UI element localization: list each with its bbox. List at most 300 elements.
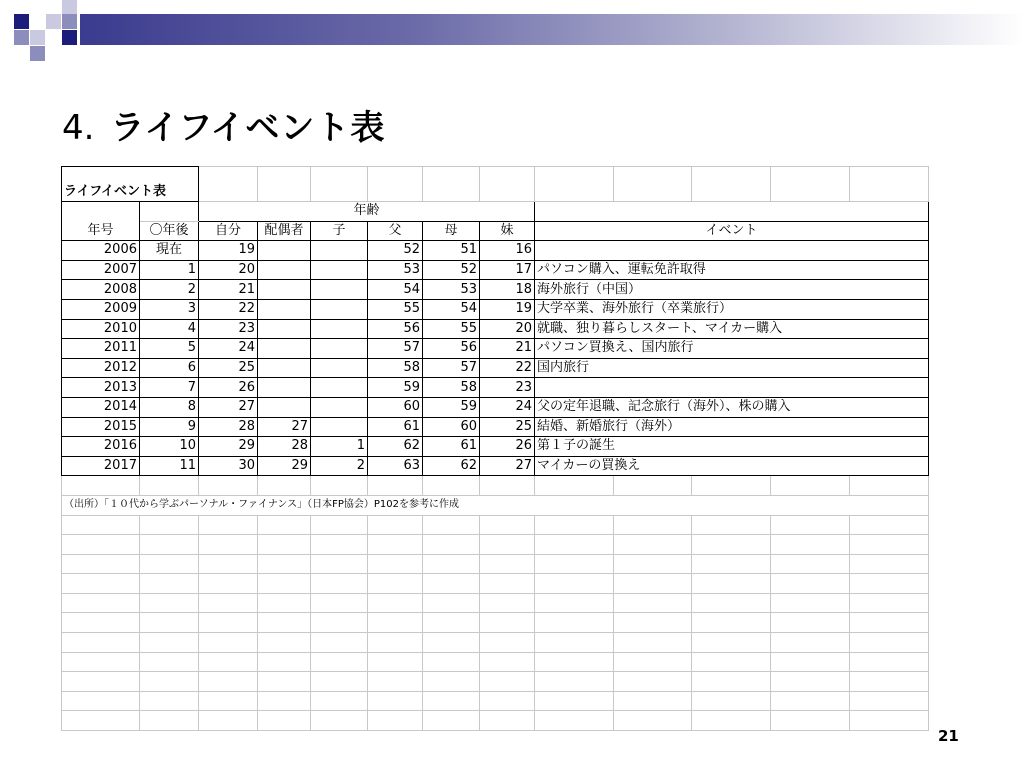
cell-self: 28	[199, 417, 258, 437]
blank-cell	[311, 167, 368, 202]
table-row	[62, 378, 929, 398]
blank-cell	[850, 711, 929, 731]
blank-cell	[614, 613, 692, 633]
blank-cell	[140, 652, 199, 672]
cell-child	[311, 299, 368, 319]
header-event: イベント	[535, 221, 929, 241]
cell-year: 2007	[62, 260, 140, 280]
decor-square	[30, 14, 45, 29]
blank-cell	[62, 476, 140, 496]
header-gradient-band	[80, 14, 1024, 45]
blank-cell	[311, 515, 368, 535]
blank-cell	[258, 633, 311, 653]
blank-cell	[62, 633, 140, 653]
blank-cell	[140, 711, 199, 731]
blank-cell	[692, 554, 771, 574]
blank-cell	[771, 711, 850, 731]
cell-mother: 62	[423, 456, 480, 476]
blank-cell	[771, 574, 850, 594]
blank-cell	[199, 691, 258, 711]
cell-mother: 55	[423, 319, 480, 339]
blank-cell	[692, 672, 771, 692]
cell-years-after: 6	[140, 358, 199, 378]
cell-spouse	[258, 319, 311, 339]
cell-years-after: 1	[140, 260, 199, 280]
blank-cell	[258, 535, 311, 555]
decor-square	[46, 14, 61, 29]
cell-spouse	[258, 280, 311, 300]
blank-cell	[140, 672, 199, 692]
cell-event: パソコン買換え、国内旅行	[535, 339, 929, 359]
blank-cell	[62, 554, 140, 574]
cell-spouse	[258, 397, 311, 417]
cell-event: マイカーの買換え	[535, 456, 929, 476]
table-row	[62, 280, 929, 300]
blank-cell	[62, 613, 140, 633]
blank-cell	[692, 613, 771, 633]
blank-cell	[140, 535, 199, 555]
blank-cell	[140, 476, 199, 496]
blank-cell	[423, 652, 480, 672]
blank-cell	[140, 593, 199, 613]
cell-sister: 24	[480, 397, 535, 417]
decor-square	[14, 14, 29, 29]
blank-cell	[423, 574, 480, 594]
blank-cell	[62, 515, 140, 535]
blank-cell	[423, 672, 480, 692]
cell-years-after: 7	[140, 378, 199, 398]
blank-cell	[614, 691, 692, 711]
blank-row	[62, 476, 929, 496]
blank-cell	[535, 554, 614, 574]
blank-cell	[850, 691, 929, 711]
table-title-row	[62, 167, 929, 202]
life-event-table	[61, 166, 929, 731]
cell-years-after: 4	[140, 319, 199, 339]
blank-row	[62, 554, 929, 574]
blank-cell	[62, 652, 140, 672]
blank-cell	[199, 633, 258, 653]
blank-cell	[199, 554, 258, 574]
blank-cell	[480, 593, 535, 613]
cell-self: 27	[199, 397, 258, 417]
header-years-after: 〇年後	[140, 221, 199, 241]
blank-cell	[480, 672, 535, 692]
cell-child	[311, 280, 368, 300]
table-row	[62, 260, 929, 280]
blank-cell	[258, 652, 311, 672]
cell-self: 29	[199, 437, 258, 457]
table-row	[62, 358, 929, 378]
blank-row	[62, 593, 929, 613]
cell-self: 26	[199, 378, 258, 398]
blank-cell	[850, 593, 929, 613]
blank-cell	[62, 574, 140, 594]
cell-self: 30	[199, 456, 258, 476]
blank-cell	[771, 515, 850, 535]
header-spouse: 配偶者	[258, 221, 311, 241]
table-row	[62, 456, 929, 476]
table-row	[62, 437, 929, 457]
cell-mother: 59	[423, 397, 480, 417]
header-self: 自分	[199, 221, 258, 241]
blank-cell	[850, 554, 929, 574]
cell-father: 63	[368, 456, 423, 476]
blank-cell	[850, 672, 929, 692]
cell-spouse	[258, 299, 311, 319]
header-row	[62, 221, 929, 241]
blank-cell	[423, 476, 480, 496]
blank-cell	[850, 613, 929, 633]
blank-cell	[140, 691, 199, 711]
blank-cell	[771, 613, 850, 633]
blank-cell	[850, 476, 929, 496]
header-group-row	[62, 202, 929, 222]
blank-cell	[423, 515, 480, 535]
blank-cell	[140, 515, 199, 535]
cell-mother: 58	[423, 378, 480, 398]
blank-cell	[692, 593, 771, 613]
cell-years-after: 現在	[140, 241, 199, 261]
blank-cell	[535, 652, 614, 672]
blank-cell	[771, 672, 850, 692]
blank-cell	[199, 476, 258, 496]
blank-cell	[423, 554, 480, 574]
cell-self: 25	[199, 358, 258, 378]
blank-cell	[535, 476, 614, 496]
blank-cell	[614, 476, 692, 496]
decor-square	[14, 30, 29, 45]
cell-year: 2013	[62, 378, 140, 398]
blank-cell	[62, 691, 140, 711]
blank-cell	[199, 672, 258, 692]
blank-cell	[771, 593, 850, 613]
cell-mother: 60	[423, 417, 480, 437]
cell-father: 60	[368, 397, 423, 417]
cell-sister: 18	[480, 280, 535, 300]
cell-mother: 56	[423, 339, 480, 359]
header-mother: 母	[423, 221, 480, 241]
blank-cell	[140, 202, 199, 222]
cell-event: 第１子の誕生	[535, 437, 929, 457]
blank-cell	[423, 593, 480, 613]
blank-cell	[368, 593, 423, 613]
decor-square	[46, 30, 61, 45]
cell-spouse	[258, 339, 311, 359]
cell-father: 54	[368, 280, 423, 300]
cell-years-after: 3	[140, 299, 199, 319]
blank-cell	[480, 613, 535, 633]
blank-cell	[311, 613, 368, 633]
blank-cell	[480, 535, 535, 555]
cell-self: 23	[199, 319, 258, 339]
cell-father: 61	[368, 417, 423, 437]
blank-cell	[692, 691, 771, 711]
slide-title	[62, 108, 385, 148]
cell-mother: 52	[423, 260, 480, 280]
cell-event: 父の定年退職、記念旅行（海外）、株の購入	[535, 397, 929, 417]
blank-cell	[692, 711, 771, 731]
cell-self: 21	[199, 280, 258, 300]
blank-cell	[614, 633, 692, 653]
blank-cell	[480, 167, 535, 202]
cell-year: 2017	[62, 456, 140, 476]
blank-cell	[311, 672, 368, 692]
blank-cell	[199, 574, 258, 594]
cell-sister: 17	[480, 260, 535, 280]
blank-cell	[771, 535, 850, 555]
cell-event	[535, 378, 929, 398]
cell-sister: 21	[480, 339, 535, 359]
blank-cell	[535, 574, 614, 594]
cell-sister: 22	[480, 358, 535, 378]
cell-self: 22	[199, 299, 258, 319]
cell-child	[311, 397, 368, 417]
table-row	[62, 241, 929, 261]
cell-year: 2009	[62, 299, 140, 319]
blank-cell	[62, 535, 140, 555]
cell-child	[311, 378, 368, 398]
decor-square	[30, 30, 45, 45]
cell-year: 2014	[62, 397, 140, 417]
blank-cell	[368, 672, 423, 692]
sheet-title: ライフイベント表	[62, 167, 199, 202]
blank-cell	[614, 535, 692, 555]
cell-year: 2016	[62, 437, 140, 457]
cell-year: 2015	[62, 417, 140, 437]
cell-years-after: 5	[140, 339, 199, 359]
header-sister: 妹	[480, 221, 535, 241]
cell-mother: 54	[423, 299, 480, 319]
blank-cell	[480, 574, 535, 594]
cell-sister: 25	[480, 417, 535, 437]
blank-cell	[199, 167, 258, 202]
blank-cell	[850, 167, 929, 202]
blank-cell	[480, 476, 535, 496]
cell-child	[311, 417, 368, 437]
blank-cell	[614, 167, 692, 202]
cell-sister: 20	[480, 319, 535, 339]
blank-row	[62, 535, 929, 555]
table-row	[62, 417, 929, 437]
header-age-group: 年齢	[199, 202, 535, 222]
blank-cell	[199, 613, 258, 633]
blank-cell	[692, 167, 771, 202]
cell-child: 2	[311, 456, 368, 476]
cell-event	[535, 241, 929, 261]
blank-cell	[423, 613, 480, 633]
blank-cell	[771, 167, 850, 202]
blank-cell	[258, 167, 311, 202]
blank-cell	[368, 613, 423, 633]
blank-cell	[480, 711, 535, 731]
cell-sister: 19	[480, 299, 535, 319]
cell-sister: 26	[480, 437, 535, 457]
blank-row	[62, 652, 929, 672]
cell-spouse: 28	[258, 437, 311, 457]
blank-cell	[535, 711, 614, 731]
cell-spouse	[258, 378, 311, 398]
slide-title-text: ライフイベント表	[110, 108, 386, 148]
cell-event: パソコン購入、運転免許取得	[535, 260, 929, 280]
blank-cell	[423, 633, 480, 653]
cell-spouse	[258, 358, 311, 378]
blank-cell	[311, 593, 368, 613]
cell-years-after: 8	[140, 397, 199, 417]
blank-cell	[535, 593, 614, 613]
blank-cell	[199, 652, 258, 672]
blank-cell	[311, 691, 368, 711]
blank-cell	[535, 672, 614, 692]
blank-cell	[368, 574, 423, 594]
table-row	[62, 339, 929, 359]
blank-cell	[258, 574, 311, 594]
blank-row	[62, 711, 929, 731]
blank-cell	[368, 515, 423, 535]
blank-cell	[423, 535, 480, 555]
cell-father: 59	[368, 378, 423, 398]
blank-cell	[140, 633, 199, 653]
decor-square	[62, 0, 77, 14]
cell-spouse	[258, 260, 311, 280]
blank-cell	[258, 554, 311, 574]
blank-cell	[692, 652, 771, 672]
blank-cell	[850, 633, 929, 653]
decor-square	[62, 14, 77, 29]
blank-cell	[771, 476, 850, 496]
blank-cell	[62, 711, 140, 731]
blank-cell	[614, 574, 692, 594]
blank-row	[62, 515, 929, 535]
blank-cell	[199, 515, 258, 535]
decor-square	[30, 46, 45, 61]
source-row	[62, 495, 929, 515]
source-note: （出所）「１０代から学ぶパーソナル・ファイナンス」（日本FP協会）P102を参考に作成	[62, 495, 929, 515]
cell-sister: 16	[480, 241, 535, 261]
table-row	[62, 397, 929, 417]
cell-father: 56	[368, 319, 423, 339]
cell-mother: 57	[423, 358, 480, 378]
blank-cell	[311, 535, 368, 555]
blank-cell	[62, 593, 140, 613]
cell-father: 58	[368, 358, 423, 378]
blank-row	[62, 633, 929, 653]
blank-cell	[614, 554, 692, 574]
blank-cell	[771, 554, 850, 574]
header-child: 子	[311, 221, 368, 241]
header-father: 父	[368, 221, 423, 241]
blank-cell	[368, 652, 423, 672]
cell-event: 大学卒業、海外旅行（卒業旅行）	[535, 299, 929, 319]
cell-event: 結婚、新婚旅行（海外）	[535, 417, 929, 437]
blank-cell	[692, 535, 771, 555]
cell-father: 52	[368, 241, 423, 261]
cell-years-after: 10	[140, 437, 199, 457]
header-year: 年号	[62, 202, 140, 241]
cell-child: 1	[311, 437, 368, 457]
blank-cell	[258, 672, 311, 692]
blank-cell	[423, 691, 480, 711]
blank-cell	[614, 652, 692, 672]
blank-cell	[850, 535, 929, 555]
blank-cell	[258, 515, 311, 535]
cell-sister: 27	[480, 456, 535, 476]
blank-cell	[311, 574, 368, 594]
cell-child	[311, 319, 368, 339]
blank-cell	[368, 633, 423, 653]
cell-event: 国内旅行	[535, 358, 929, 378]
blank-cell	[692, 476, 771, 496]
blank-cell	[535, 167, 614, 202]
blank-cell	[368, 476, 423, 496]
blank-cell	[199, 535, 258, 555]
blank-row	[62, 691, 929, 711]
blank-cell	[311, 554, 368, 574]
blank-row	[62, 672, 929, 692]
blank-cell	[140, 554, 199, 574]
blank-cell	[614, 711, 692, 731]
blank-cell	[771, 652, 850, 672]
blank-row	[62, 574, 929, 594]
blank-cell	[368, 554, 423, 574]
cell-event: 海外旅行（中国）	[535, 280, 929, 300]
blank-cell	[692, 574, 771, 594]
cell-father: 62	[368, 437, 423, 457]
blank-cell	[614, 593, 692, 613]
cell-father: 57	[368, 339, 423, 359]
cell-year: 2010	[62, 319, 140, 339]
blank-cell	[368, 711, 423, 731]
blank-cell	[423, 711, 480, 731]
cell-years-after: 9	[140, 417, 199, 437]
blank-cell	[258, 593, 311, 613]
blank-cell	[850, 515, 929, 535]
blank-cell	[535, 691, 614, 711]
decor-square	[62, 30, 77, 45]
blank-cell	[480, 691, 535, 711]
cell-mother: 61	[423, 437, 480, 457]
cell-child	[311, 358, 368, 378]
cell-mother: 53	[423, 280, 480, 300]
cell-years-after: 2	[140, 280, 199, 300]
cell-father: 53	[368, 260, 423, 280]
blank-cell	[535, 633, 614, 653]
blank-cell	[614, 515, 692, 535]
blank-cell	[480, 515, 535, 535]
blank-cell	[140, 613, 199, 633]
blank-cell	[311, 711, 368, 731]
cell-sister: 23	[480, 378, 535, 398]
cell-self: 24	[199, 339, 258, 359]
blank-cell	[311, 633, 368, 653]
blank-cell	[368, 691, 423, 711]
cell-year: 2012	[62, 358, 140, 378]
blank-cell	[199, 593, 258, 613]
cell-spouse: 27	[258, 417, 311, 437]
cell-spouse	[258, 241, 311, 261]
blank-row	[62, 613, 929, 633]
blank-cell	[535, 613, 614, 633]
cell-year: 2008	[62, 280, 140, 300]
blank-cell	[535, 202, 929, 222]
cell-spouse: 29	[258, 456, 311, 476]
blank-cell	[535, 535, 614, 555]
cell-child	[311, 260, 368, 280]
blank-cell	[258, 711, 311, 731]
table-row	[62, 299, 929, 319]
blank-cell	[311, 652, 368, 672]
cell-year: 2011	[62, 339, 140, 359]
